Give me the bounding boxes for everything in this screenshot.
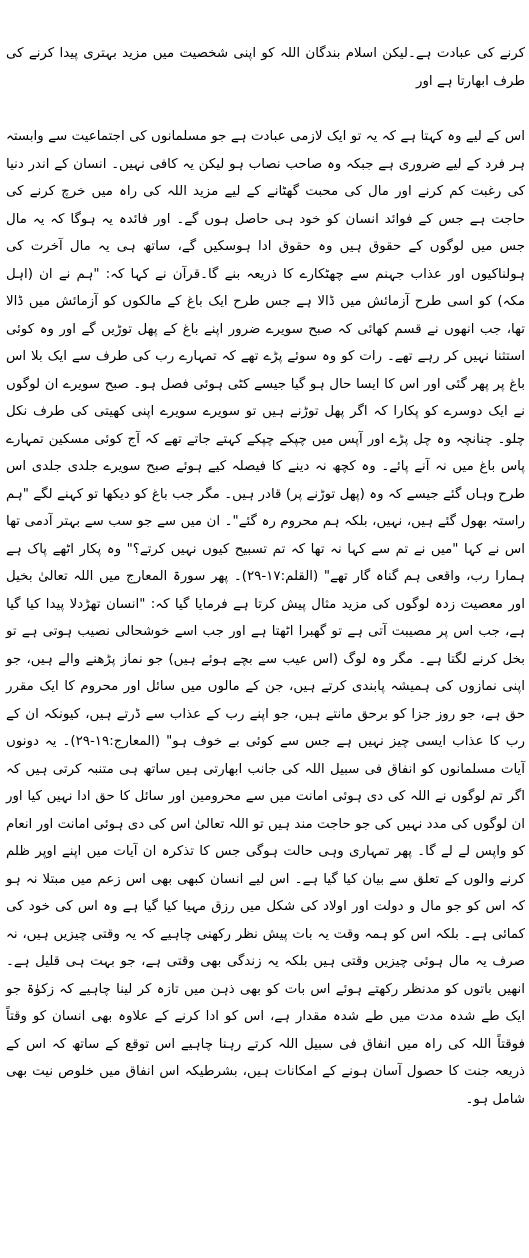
paragraph-main: اس کے لیے وہ کہتا ہے کہ یہ تو ایک لازمی عبادت ہے جو مسلمانوں کی اجتماعیت سے وابستہ ہر فرد کے لیے ضروری ہے جبکہ وہ صاحب نصاب ہو لیکن یہ کافی نہیں۔ انسان کے اندر دنیا کی رغبت کم کرنے اور مال کی محبت گھٹانے کے لیے مزید اللہ کی راہ میں خرچ کرنے کی حاجت ہے جس کے فوائد انسان کو خود ہی حاصل ہوں گے۔ اور فائدہ یہ ہوگا کہ یہ مال جس میں لوگوں کے حقوق ہیں وہ حقوق ادا ہوسکیں گے، ساتھ ہی یہ مال آخرت کی ہولناکیوں اور عذاب جہنم سے چھٹکارے کا ذریعہ بنے گا۔قرآن نے کہا کہ: "ہم نے ان (اہل مکہ) کو اسی طرح آزمائش میں ڈالا ہے جس طرح ایک باغ کے مالکوں کو آزمائش میں ڈالا تھا، جب انھوں نے قسم کھائی کہ صبح سویرے ضرور اپنے باغ کے پھل توڑیں گے اور وہ کوئی استثنا نہیں کر رہے تھے۔ رات کو وہ سوئے پڑے تھے کہ تمہارے رب کی طرف سے ایک بلا اس باغ پر پھر گئی اور اس کا ایسا حال ہو گیا جیسے کٹی ہوئی فصل ہو۔ صبح سویرے ان لوگوں نے ایک دوسرے کو پکارا کہ اگر پھل توڑنے ہیں تو سویرے سویرے اپنی کھیتی کی طرف نکل چلو۔ چنانچہ وہ چل پڑے اور آپس میں چپکے چپکے کہتے جاتے تھے کہ آج کوئی مسکین تمہارے پاس باغ میں نہ آنے پائے۔ وہ کچھ نہ دینے کا فیصلہ کیے ہوئے صبح سویرے جلدی جلدی اس طرح وہاں گئے جیسے کہ وہ (پھل توڑنے پر) قادر ہیں۔ مگر جب باغ کو دیکھا تو کہنے لگے "ہم راستہ بھول گئے ہیں، نہیں، بلکہ ہم محروم رہ گئے"۔ ان میں سے جو سب سے بہتر آدمی تھا اس نے کہا "میں نے تم سے کہا نہ تھا کہ تم تسبیح کیوں نہیں کرتے؟" وہ پکار اٹھے پاک ہے ہمارا رب، واقعی ہم گناہ گار تھے" (القلم:۱۷-۲۹)۔ پھر سورۃ المعارج میں اللہ تعالیٰ بخیل اور معصیت زدہ لوگوں کی مزید مثال پیش کرتا ہے فرمایا گیا کہ: "انسان تھڑدلا پیدا کیا گیا ہے، جب اس پر مصیبت آتی ہے تو گھبرا اٹھتا ہے اور جب اسے خوشحالی نصیب ہوتی ہے تو بخل کرنے لگتا ہے۔ مگر وہ لوگ (اس عیب سے بچے ہوئے ہیں) جو نماز پڑھنے والے ہیں، جو اپنی نمازوں کی ہمیشہ پابندی کرتے ہیں، جن کے مالوں میں سائل اور محروم کا ایک مقرر حق ہے، جو روز جزا کو برحق مانتے ہیں، جو اپنے رب کے عذاب سے ڈرتے ہیں، کیونکہ ان کے رب کا عذاب ایسی چیز نہیں ہے جس سے کوئی بے خوف ہو" (المعارج:۱۹-۲۹)۔ یہ دونوں آیات مسلمانوں کو انفاق فی سبیل اللہ کی جانب ابھارتی ہیں ساتھ ہی متنبہ کرتی ہیں کہ اگر تم لوگوں نے اللہ کی دی ہوئی امانت میں سے محرومین اور سائل کا حق ادا نہیں کیا اور ان لوگوں کی مدد نہیں کی جو حاجت مند ہیں تو اللہ تعالیٰ اس کی دی ہوئی امانت اور انعام کو واپس لے لے گا۔ پھر تمہاری وہی حالت ہوگی جس کا تذکرہ ان آیات میں اپنے اوپر ظلم کرنے والوں کے تعلق سے بیان کیا گیا ہے۔ اس لیے انسان کبھی بھی اس زعم میں مبتلا نہ ہو کہ اس کو جو مال و دولت اور اولاد کی شکل میں رزق مہیا کیا گیا ہے وہ اس کی خود کی کمائی ہے۔ بلکہ اس کو ہمہ وقت یہ بات پیش نظر رکھنی چاہیے کہ یہ وقتی چیزیں ہیں، نہ صرف یہ مال ہوئی چیزیں وقتی ہیں بلکہ یہ زندگی بھی وقتی ہے، جو بہت ہی قلیل ہے۔ انھیں باتوں کو مدنظر رکھتے ہوئے اس بات کو بھی ذہن میں تازہ کر لینا چاہیے کہ زکوٰۃ جو ایک طے شدہ مدت میں طے شدہ مقدار ہے، اس کو ادا کرنے کے علاوہ بھی انسان کو وقتاً فوقتاً اللہ کی راہ میں انفاق فی سبیل اللہ کرتے رہنا چاہیے اس توقع کے ساتھ کہ اس کے ذریعہ جنت کا حصول آسان ہونے کے امکانات ہیں، بشرطیکہ اس انفاق میں خلوص نیت بھی شامل ہو۔ bbox=[6, 129, 525, 1107]
paragraph-opening: کرنے کی عبادت ہے۔لیکن اسلام بندگان اللہ کو اپنی شخصیت میں مزید بہتری پیدا کرنے کی طرف ابھارتا ہے اور bbox=[6, 46, 525, 89]
article-body bbox=[6, 40, 525, 1113]
